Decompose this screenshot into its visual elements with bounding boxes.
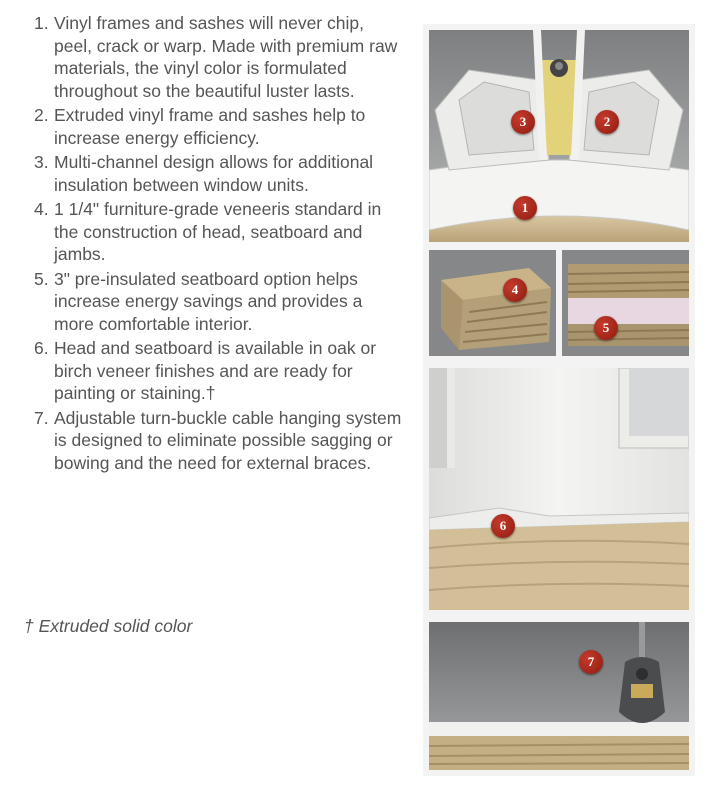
insulated-seatboard-illustration bbox=[562, 250, 689, 356]
feature-item-4 bbox=[24, 198, 404, 266]
feature-item-2 bbox=[24, 104, 404, 149]
feature-number: 1. bbox=[34, 13, 49, 33]
feature-item-3 bbox=[24, 151, 404, 196]
seatboard-finish-drawing bbox=[429, 368, 689, 610]
veneer-block-drawing bbox=[429, 250, 556, 356]
callout-badge-2: 2 bbox=[595, 110, 619, 134]
callout-badge-3: 3 bbox=[511, 110, 535, 134]
veneer-block-illustration bbox=[429, 250, 556, 356]
feature-text: Multi-channel design allows for additional insulation between window units. bbox=[54, 152, 374, 195]
feature-number: 4. bbox=[34, 199, 49, 219]
callout-badge-1: 1 bbox=[513, 196, 537, 220]
callout-badge-5: 5 bbox=[594, 316, 618, 340]
feature-item-7 bbox=[24, 407, 404, 475]
feature-number: 6. bbox=[34, 338, 49, 358]
product-image-column bbox=[423, 24, 695, 776]
feature-item-6 bbox=[24, 337, 404, 405]
feature-number: 3. bbox=[34, 152, 49, 172]
feature-text: Head and seatboard is available in oak or birch veneer finishes and are ready for painting or staining.† bbox=[54, 338, 377, 403]
feature-number: 2. bbox=[34, 105, 49, 125]
seatboard-drawing bbox=[562, 250, 689, 356]
seatboard-finish-illustration bbox=[429, 368, 689, 610]
footnote: † Extruded solid color bbox=[24, 616, 193, 636]
callout-badge-7: 7 bbox=[579, 650, 603, 674]
feature-text: 3" pre-insulated seatboard option helps increase energy savings and provides a more comfortable interior. bbox=[54, 268, 363, 334]
feature-text: Adjustable turn-buckle cable hanging system is designed to eliminate possible sagging or bowing and the need for external braces. bbox=[54, 407, 402, 473]
cable-hanging-illustration bbox=[429, 622, 689, 770]
vinyl-frame-drawing bbox=[429, 30, 689, 242]
feature-item-1 bbox=[24, 12, 404, 102]
feature-number: 7. bbox=[34, 407, 49, 428]
cable-hanging-drawing bbox=[429, 622, 689, 770]
feature-text: 1 1/4" furniture-grade veneeris standard in the construction of head, seatboard and jambs. bbox=[54, 199, 382, 264]
callout-badge-6: 6 bbox=[491, 514, 515, 538]
feature-list bbox=[24, 12, 404, 476]
feature-item-5 bbox=[24, 268, 404, 336]
feature-text: Vinyl frames and sashes will never chip, peel, crack or warp. Made with premium raw materials, the vinyl color is formulated throughout so the beautiful luster lasts. bbox=[54, 13, 398, 101]
feature-text: Extruded vinyl frame and sashes help to increase energy efficiency. bbox=[54, 105, 366, 148]
feature-number: 5. bbox=[34, 268, 49, 289]
callout-badge-4: 4 bbox=[503, 278, 527, 302]
vinyl-frame-illustration bbox=[429, 30, 689, 242]
